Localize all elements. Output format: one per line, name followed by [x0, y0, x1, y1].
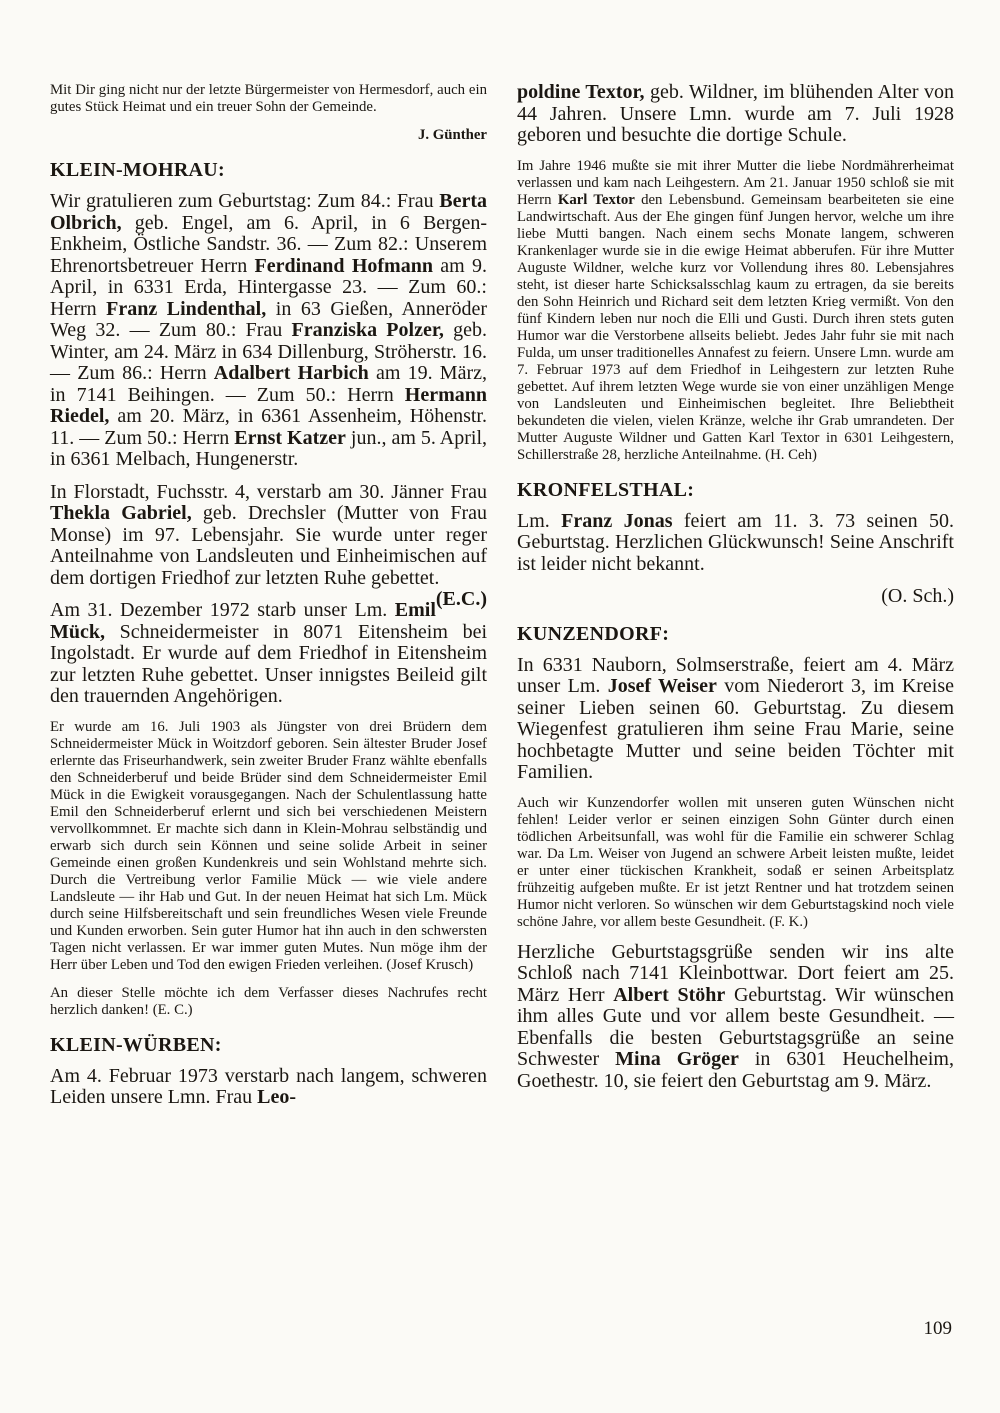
emphasized-text: Franziska Polzer,: [291, 319, 444, 341]
editor-thanks-note: [50, 985, 487, 1019]
text-segment: Er wurde am 16. Juli 1903 als Jüngster von drei Brüdern dem Schneidermeister Mück in Woitzdorf geboren. Sein ältester Bruder Josef erlernte das Friseurhandwerk, sein zweiter Bruder Franz wählte ebenfalls den Schneiderberuf und beide Brüder sind dem Schneidermeister Emil Mück in die Ewigkeit vorausgegangen. Nach der Schulentlassung hatte Emil den Schneiderberuf erlernt und sich bei verschiedenen Meistern vervollkommnet. Er machte sich dann in Klein-Mohrau selbständig und erwarb sich durch sein Können und seine solide Arbeit in seiner Gemeinde einen großen Kundenkreis und sein Wohlstand mehrte sich. Durch die Vertreibung verlor Familie Mück — wie viele andere Landsleute — ihr Hab und Gut. In der neuen Heimat hat sich Lm. Mück durch seine Hilfsbereitschaft und sein freundliches Wesen viele Freunde und Kunden erworben. Sein guter Humor hat ihn auch in den schwersten Tagen nicht verlassen. Er war immer guten Mutes. Nun möge ihm der Herr über Leben und Tod den ewigen Frieden verleihen. (Josef Krusch): [50, 718, 487, 973]
obituary-leopoldine-textor-details: [517, 158, 954, 464]
obituary-leopoldine-textor-continued: [517, 82, 954, 147]
obituary-closing-paragraph: [50, 82, 487, 116]
text-segment: Wir gratulieren zum Geburtstag: Zum 84.: Frau: [50, 190, 440, 212]
text-segment: jun., am 5. April, in 6361 Melbach, Hungenerstr.: [50, 426, 488, 470]
emphasized-text: Adalbert Harbich: [213, 362, 369, 384]
text-segment: geb. Engel, am 6. April, in 6 Bergen-Enkheim, Östliche Sandstr. 36. — Zum 82.: Unserem Ehrenortsbetreuer Herrn: [50, 211, 487, 277]
text-segment: am 20. März, in 6361 Assenheim, Höhenstr. 11. — Zum 50.: Herrn: [50, 405, 487, 449]
text-segment: am 19. März, in 7141 Beihingen. — Zum 50.: Herrn: [50, 362, 487, 406]
birthday-josef-weiser-details: [517, 795, 954, 931]
text-segment: In 6331 Nauborn, Solmserstraße, feiert am 4. März unser Lm.: [517, 653, 954, 697]
emphasized-text: J. Günther: [417, 127, 487, 143]
emphasized-text: Ferdinand Hofmann: [254, 254, 433, 277]
section-heading-kunzendorf: KUNZENDORF:: [517, 622, 670, 645]
text-segment: Mit Dir ging nicht nur der letzte Bürgermeister von Hermesdorf, auch ein gutes Stück Heimat und ein treuer Sohn der Gemeinde.: [50, 82, 487, 115]
text-segment: Herzliche Geburtstagsgrüße senden wir ins alte Schloß nach 7141 Kleinbottwar. Dort feiert am 25. März Herr: [517, 940, 954, 1006]
birthday-franz-jonas: [517, 511, 954, 576]
emphasized-text: Franz Jonas: [561, 509, 673, 532]
emphasized-text: Berta Olbrich,: [50, 190, 487, 234]
text-segment: geb. Wildner, im blühenden Alter von 44 Jahren. Unsere Lmn. wurde am 7. Juli 1928 geboren und besuchte die dortige Schule.: [517, 81, 954, 146]
two-column-layout: [50, 82, 954, 1120]
section-heading-kronfelsthal: KRONFELSTHAL:: [517, 478, 695, 501]
obituary-emil-mueck-biography: [50, 719, 487, 974]
emphasized-text: Karl Textor: [557, 191, 635, 208]
text-segment: Am 4. Februar 1973 verstarb nach langem, schweren Leiden unsere Lmn. Frau: [50, 1064, 487, 1108]
signature-j-guenther: [50, 127, 487, 144]
emphasized-text: (E.C.): [435, 588, 487, 610]
right-column: [517, 82, 954, 1120]
section-heading-klein-mohrau: KLEIN-MOHRAU:: [50, 159, 226, 181]
page-number: 109: [923, 1318, 952, 1339]
text-segment: Schneidermeister in 8071 Eitensheim bei Ingolstadt. Er wurde auf dem Friedhof in Eitensheim zur letzten Ruhe gebettet. Unser innigstes Beileid gilt den trauernden Angehörigen.: [50, 620, 487, 707]
text-segment: In Florstadt, Fuchsstr. 4, verstarb am 30. Jänner Frau: [50, 480, 487, 503]
section-heading-klein-wuerben: KLEIN-WÜRBEN:: [50, 1033, 222, 1056]
emphasized-text: Franz Lindenthal,: [106, 297, 267, 320]
text-segment: Im Jahre 1946 mußte sie mit ihrer Mutter die liebe Nordmährerheimat verlassen und kam nach Leihgestern. Am 21. Januar 1950 schloß sie mit Herrn: [517, 157, 954, 208]
text-segment: Lm.: [517, 509, 562, 532]
text-segment: geb. Drechsler (Mutter von Frau Monse) im 97. Lebensjahr. Sie wurde unter reger Anteilnahme von Landsleuten und Einheimischen auf dem dortigen Friedhof zur letzten Ruhe gebettet.: [50, 502, 487, 589]
emphasized-text: Hermann Riedel,: [50, 383, 487, 427]
emphasized-text: Emil Mück,: [50, 599, 436, 643]
text-segment: Auch wir Kunzendorfer wollen mit unseren guten Wünschen nicht fehlen! Leider verlor er seinen einzigen Sohn Günter durch einen tödlichen Arbeitsunfall, was wohl für die Familie ein schwerer Schlag war. Da Lm. Weiser von Jugend an schwere Arbeit leisten mußte, leidet er unter einer tückischen Krankheit, sodaß er seinen Arbeitsplatz frühzeitig aufgeben mußte. Er ist jetzt Rentner und hat trotzdem seinen Humor nicht verloren. So wünschen wir dem Geburtstagskind noch viele schöne Jahre, vor allem beste Gesundheit. (F. K.): [517, 794, 954, 930]
emphasized-text: Ernst Katzer: [234, 426, 346, 449]
text-segment: Geburtstag. Wir wünschen ihm alles Gute und vor allem beste Gesundheit. — Ebenfalls die besten Geburtstagsgrüße an seine Schwester: [517, 983, 954, 1070]
emphasized-text: Leo-: [257, 1086, 297, 1108]
emphasized-text: Josef Weiser: [607, 675, 717, 697]
emphasized-text: Mina Gröger: [615, 1048, 739, 1070]
birthday-josef-weiser: [517, 655, 954, 784]
text-segment: feiert am 11. 3. 73 seinen 50. Geburtstag. Herzlichen Glückwunsch! Seine Anschrift ist leider nicht bekannt.: [517, 509, 954, 575]
signature-o-sch: [517, 586, 954, 608]
text-segment: geb. Winter, am 24. März in 634 Dillenburg, Ströherstr. 16. — Zum 86.: Herrn: [50, 319, 487, 384]
obituary-leopoldine-textor-start: [50, 1066, 487, 1109]
birthday-stoehr-groeger: [517, 942, 954, 1093]
text-segment: in 6301 Heuchelheim, Goethestr. 10, sie feiert den Geburtstag am 9. März.: [517, 1048, 954, 1092]
text-segment: vom Niederort 3, im Kreise seiner Lieben seinen 60. Geburtstag. Zu diesem Wiegenfest gratulieren ihm seine Frau Marie, seine hochbetagte Mutter und seine beiden Töchter mit Familien.: [517, 675, 955, 783]
text-segment: (O. Sch.): [881, 585, 954, 607]
emphasized-text: Thekla Gabriel,: [50, 502, 192, 524]
emphasized-text: Albert Stöhr: [613, 983, 726, 1006]
text-segment: am 9. April, in 6331 Erda, Hintergasse 23. — Zum 60.: Herrn: [50, 254, 488, 320]
text-segment: in 63 Gießen, Anneröder Weg 32. — Zum 80.: Frau: [50, 297, 488, 341]
emphasized-text: poldine Textor,: [517, 81, 645, 103]
text-segment: An dieser Stelle möchte ich dem Verfasser dieses Nachrufes recht herzlich danken! (E. C.): [50, 984, 487, 1018]
birthday-list-paragraph: [50, 191, 487, 471]
obituary-emil-mueck-intro: [50, 600, 487, 708]
text-segment: Am 31. Dezember 1972 starb unser Lm.: [50, 599, 395, 621]
left-column: [50, 82, 487, 1120]
text-segment: den Lebensbund. Gemeinsam bearbeiteten sie eine Landwirtschaft. Aus der Ehe gingen fünf Jungen hervor, welche um ihre liebe Mutti bangen. Nach einem sechs Monate langem, schweren Krankenlager wurde sie in die ewige Heimat abberufen. Für ihre Mutter Auguste Wildner, welche kurz vor Vollendung ihres 80. Lebensjahres steht, ist dieser harte Schicksalsschlag kaum zu ertragen, da sie bereits den Sohn Heinrich und Richard seit dem letzten Krieg vermißt. Von den fünf Kindern leben nur noch die Elli und Gusti. Durch ihren stets guten Humor war die Verstorbene allseits beliebt. Jedes Jahr fuhr sie mit nach Fulda, um unser traditionelles Annafest zu feiern. Unsere Lmn. wurde am 7. Februar 1973 auf dem Friedhof in Leihgestern zur letzten Ruhe gebettet. Auf ihrem letzten Wege wurde sie von einer unzähligen Menge von Landsleuten und Einheimischen begleitet. Ihre Beliebtheit bekundeten die vielen, vielen Kränze, welche ihr Grab umrandeten. Der Mutter Auguste Wildner und Gatten Karl Textor in 6301 Leihgestern, Schillerstraße 28, herzliche Anteilnahme. (H. Ceh): [517, 191, 954, 463]
